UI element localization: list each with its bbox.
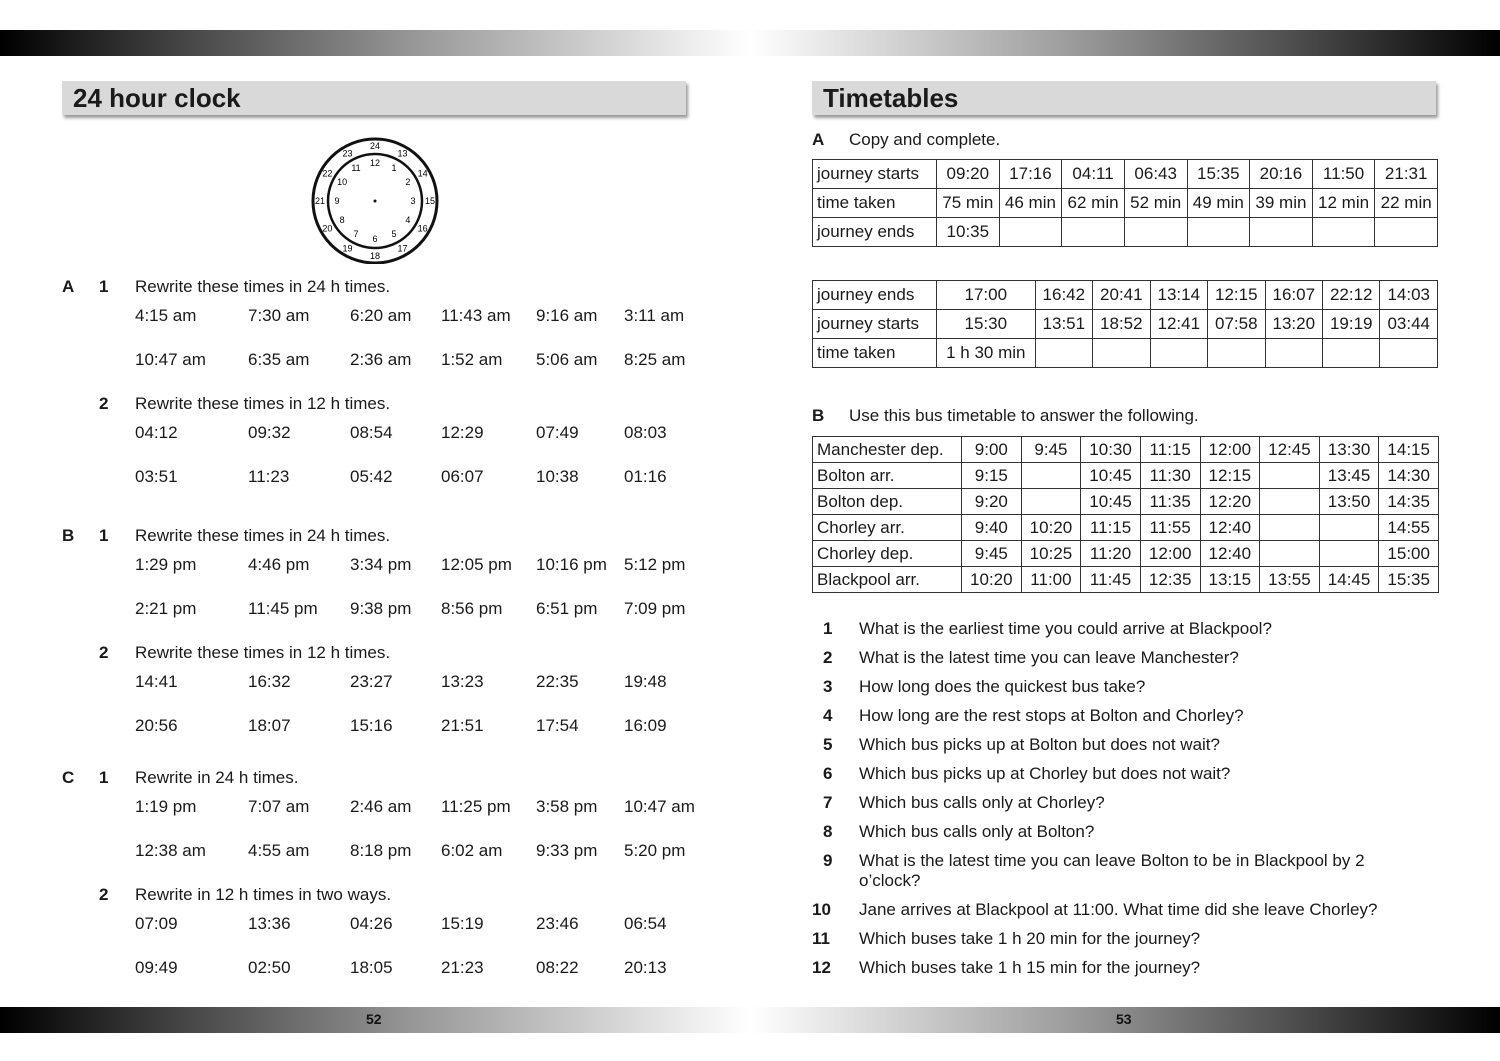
table-cell: 10:45: [1081, 463, 1141, 489]
table-row: [813, 310, 1438, 339]
time-value: 05:42: [350, 467, 393, 486]
time-value: 06:54: [624, 914, 667, 933]
table-cell: 11:15: [1140, 437, 1200, 463]
row-label: Bolton dep.: [813, 489, 962, 515]
time-value: 12:38 am: [135, 841, 206, 860]
table-cell: 04:11: [1062, 160, 1125, 189]
question-number: 3: [823, 677, 833, 696]
table-cell: 10:35: [937, 218, 1000, 247]
time-value: 21:51: [441, 716, 484, 735]
question-instruction: Rewrite in 12 h times in two ways.: [135, 885, 392, 904]
clock-inner-number: 4: [405, 215, 411, 225]
row-label: journey ends: [813, 281, 937, 310]
table-cell: 20:16: [1250, 160, 1313, 189]
table-cell: 10:30: [1081, 437, 1141, 463]
table-row: [813, 437, 1439, 463]
table-cell: 19:19: [1323, 310, 1380, 339]
table-cell: 9:20: [962, 489, 1022, 515]
time-value: 17:54: [536, 716, 579, 735]
time-value: 16:32: [248, 672, 291, 691]
table-row: [813, 515, 1439, 541]
time-value: 20:56: [135, 716, 178, 735]
table-cell: [1150, 339, 1207, 368]
table-cell: 49 min: [1187, 189, 1250, 218]
clock-inner-number: 9: [334, 196, 340, 206]
row-label: time taken: [813, 339, 937, 368]
time-value: 13:36: [248, 914, 291, 933]
time-value: 10:47 am: [135, 350, 206, 369]
question-text: What is the latest time you can leave Bolton to be in Blackpool by 2 o’clock?: [859, 851, 1365, 890]
table-cell: 9:45: [1021, 437, 1081, 463]
page-number-right: 53: [1116, 1011, 1132, 1027]
clock-inner-number: 10: [337, 177, 348, 187]
question-number: 5: [823, 735, 833, 754]
table-cell: [1062, 218, 1125, 247]
clock-outer-number: 23: [342, 148, 353, 159]
journey-table-1: [812, 159, 1438, 247]
table-cell: 11:20: [1081, 541, 1141, 567]
table-cell: 07:58: [1208, 310, 1265, 339]
time-value: 3:11 am: [624, 306, 685, 325]
clock-outer-number: 14: [417, 168, 428, 179]
time-value: 12:05 pm: [441, 555, 512, 574]
table-cell: [1312, 218, 1375, 247]
bottom-gradient-bar: [0, 1007, 1500, 1033]
section-letter: A: [62, 277, 75, 296]
page-title: 24 hour clock: [62, 81, 686, 115]
time-value: 3:58 pm: [536, 797, 598, 816]
table-cell: 75 min: [937, 189, 1000, 218]
time-value: 11:43 am: [441, 306, 511, 325]
table-cell: [1319, 541, 1379, 567]
table-cell: 12:00: [1140, 541, 1200, 567]
time-value: 11:25 pm: [441, 797, 511, 816]
table-row: [813, 541, 1439, 567]
time-value: 6:02 am: [441, 841, 503, 860]
row-label: Chorley arr.: [813, 515, 962, 541]
page-title: Timetables: [812, 81, 1436, 115]
clock-inner-number: 5: [391, 228, 397, 239]
question-number: 1: [99, 768, 109, 787]
table-cell: 10:45: [1081, 489, 1141, 515]
row-label: journey starts: [813, 310, 937, 339]
table-row: [813, 463, 1439, 489]
time-value: 07:49: [536, 423, 579, 442]
section-letter: A: [812, 130, 825, 149]
table-cell: 12:45: [1260, 437, 1320, 463]
time-value: 8:25 am: [624, 350, 686, 369]
table-cell: [1323, 339, 1380, 368]
time-value: 7:30 am: [248, 306, 310, 325]
clock-outer-number: 21: [314, 196, 326, 206]
question-instruction: Rewrite these times in 24 h times.: [135, 277, 391, 296]
table-cell: 11:45: [1081, 567, 1141, 593]
question-number: 6: [823, 764, 833, 783]
time-value: 9:38 pm: [350, 599, 412, 618]
table-cell: 15:35: [1379, 567, 1439, 593]
question-text: Which bus picks up at Chorley but does not wait?: [859, 764, 1231, 783]
table-cell: 1 h 30 min: [937, 339, 1036, 368]
question-number: 2: [99, 394, 109, 413]
time-value: 9:16 am: [536, 306, 598, 325]
question-number: 1: [823, 619, 833, 638]
question-number: 1: [99, 526, 109, 545]
table-cell: [1208, 339, 1265, 368]
time-value: 06:07: [441, 467, 484, 486]
time-value: 15:19: [441, 914, 484, 933]
table-cell: 13:15: [1200, 567, 1260, 593]
clock-inner-number: 7: [353, 228, 359, 239]
table-cell: [1319, 515, 1379, 541]
time-value: 18:05: [350, 958, 393, 977]
question-number: 4: [823, 706, 833, 725]
time-value: 16:09: [624, 716, 667, 735]
clock-outer-number: 20: [322, 223, 333, 234]
table-cell: [1021, 463, 1081, 489]
table-cell: 22:12: [1323, 281, 1380, 310]
table-cell: [1260, 541, 1320, 567]
table-row: [813, 189, 1438, 218]
time-value: 1:29 pm: [135, 555, 197, 574]
question-text: Which bus picks up at Bolton but does not wait?: [859, 735, 1220, 754]
table-cell: 13:55: [1260, 567, 1320, 593]
table-cell: 9:00: [962, 437, 1022, 463]
table-cell: 9:45: [962, 541, 1022, 567]
time-value: 4:15 am: [135, 306, 197, 325]
table-cell: 62 min: [1062, 189, 1125, 218]
table-cell: [1035, 339, 1092, 368]
time-value: 1:19 pm: [135, 797, 197, 816]
table-cell: [1021, 489, 1081, 515]
table-cell: 52 min: [1124, 189, 1187, 218]
clock-inner-number: 6: [372, 234, 378, 244]
question-text: Which buses take 1 h 20 min for the journey?: [859, 929, 1201, 948]
time-value: 08:03: [624, 423, 667, 442]
time-value: 23:46: [536, 914, 579, 933]
row-label: Blackpool arr.: [813, 567, 962, 593]
left-page: [62, 0, 695, 1000]
table-cell: 12:41: [1150, 310, 1207, 339]
time-value: 04:26: [350, 914, 393, 933]
table-cell: 14:30: [1379, 463, 1439, 489]
time-value: 5:12 pm: [624, 555, 686, 574]
time-value: 04:12: [135, 423, 178, 442]
table-cell: 12:00: [1200, 437, 1260, 463]
question-text: Which bus calls only at Chorley?: [859, 793, 1105, 812]
table-cell: [1124, 218, 1187, 247]
question-number: 7: [823, 793, 833, 812]
table-cell: 11:35: [1140, 489, 1200, 515]
time-value: 6:35 am: [248, 350, 310, 369]
section-letter: C: [62, 768, 75, 787]
table-cell: 18:52: [1093, 310, 1150, 339]
table-cell: 9:40: [962, 515, 1022, 541]
table-cell: 15:35: [1187, 160, 1250, 189]
time-value: 08:54: [350, 423, 393, 442]
time-value: 23:27: [350, 672, 393, 691]
time-value: 20:13: [624, 958, 667, 977]
time-value: 19:48: [624, 672, 667, 691]
table-cell: 14:35: [1379, 489, 1439, 515]
clock-face-icon: [310, 134, 440, 264]
table-cell: 13:30: [1319, 437, 1379, 463]
question-instruction: Rewrite in 24 h times.: [135, 768, 299, 787]
question-text: What is the earliest time you could arrive at Blackpool?: [859, 619, 1272, 638]
question-number: 8: [823, 822, 833, 841]
table-cell: 9:15: [962, 463, 1022, 489]
time-value: 11:45 pm: [248, 599, 318, 618]
question-text: What is the latest time you can leave Manchester?: [859, 648, 1239, 667]
question-number: 12: [812, 958, 831, 977]
clock-outer-number: 13: [397, 148, 408, 159]
row-label: Chorley dep.: [813, 541, 962, 567]
question-number: 1: [99, 277, 109, 296]
time-value: 07:09: [135, 914, 178, 933]
table-cell: 12:40: [1200, 541, 1260, 567]
table-row: [813, 567, 1439, 593]
page-number-left: 52: [366, 1011, 382, 1027]
table-cell: 22 min: [1375, 189, 1438, 218]
time-value: 09:49: [135, 958, 178, 977]
time-value: 18:07: [248, 716, 291, 735]
time-value: 4:55 am: [248, 841, 310, 860]
table-row: [813, 281, 1438, 310]
clock-outer-number: 24: [369, 141, 381, 151]
time-value: 01:16: [624, 467, 667, 486]
clock-inner-number: 2: [405, 177, 411, 187]
table-cell: 11:15: [1081, 515, 1141, 541]
time-value: 09:32: [248, 423, 291, 442]
row-label: time taken: [813, 189, 937, 218]
question-text: Which buses take 1 h 15 min for the journey?: [859, 958, 1201, 977]
question-text: How long are the rest stops at Bolton and Chorley?: [859, 706, 1244, 725]
section-instruction: Use this bus timetable to answer the following.: [849, 406, 1199, 425]
table-cell: [1093, 339, 1150, 368]
time-value: 15:16: [350, 716, 393, 735]
table-cell: 16:42: [1035, 281, 1092, 310]
table-cell: 10:20: [1021, 515, 1081, 541]
table-cell: 14:15: [1379, 437, 1439, 463]
table-cell: 09:20: [937, 160, 1000, 189]
table-cell: 03:44: [1380, 310, 1438, 339]
table-cell: [1250, 218, 1313, 247]
table-cell: 17:16: [999, 160, 1062, 189]
clock-inner-number: 12: [369, 158, 381, 168]
time-value: 7:07 am: [248, 797, 310, 816]
table-cell: 12:15: [1200, 463, 1260, 489]
table-cell: 12:20: [1200, 489, 1260, 515]
table-cell: 20:41: [1093, 281, 1150, 310]
time-value: 2:21 pm: [135, 599, 197, 618]
question-instruction: Rewrite these times in 24 h times.: [135, 526, 391, 545]
clock-inner-number: 3: [410, 196, 416, 206]
time-value: 13:23: [441, 672, 484, 691]
table-cell: [1260, 463, 1320, 489]
time-value: 6:51 pm: [536, 599, 598, 618]
section-letter: B: [812, 406, 825, 425]
clock-center: [374, 200, 377, 203]
question-instruction: Rewrite these times in 12 h times.: [135, 643, 391, 662]
clock-outer-number: 16: [417, 223, 428, 234]
table-cell: 12:15: [1208, 281, 1265, 310]
time-value: 3:34 pm: [350, 555, 412, 574]
time-value: 08:22: [536, 958, 579, 977]
time-value: 4:46 pm: [248, 555, 310, 574]
table-cell: [999, 218, 1062, 247]
table-cell: 13:51: [1035, 310, 1092, 339]
section-letter: B: [62, 526, 75, 545]
table-cell: 12:40: [1200, 515, 1260, 541]
table-cell: 10:25: [1021, 541, 1081, 567]
time-value: 8:56 pm: [441, 599, 503, 618]
time-value: 10:38: [536, 467, 579, 486]
table-cell: 16:07: [1265, 281, 1322, 310]
table-cell: 46 min: [999, 189, 1062, 218]
clock-inner-number: 8: [339, 215, 345, 225]
row-label: journey ends: [813, 218, 937, 247]
table-cell: [1260, 515, 1320, 541]
table-cell: 13:14: [1150, 281, 1207, 310]
time-value: 14:41: [135, 672, 178, 691]
table-cell: 11:00: [1021, 567, 1081, 593]
table-cell: 13:20: [1265, 310, 1322, 339]
question-text: How long does the quickest bus take?: [859, 677, 1146, 696]
time-value: 2:46 am: [350, 797, 412, 816]
question-number: 9: [823, 851, 833, 870]
table-cell: [1265, 339, 1322, 368]
question-number: 2: [99, 643, 109, 662]
time-value: 10:47 am: [624, 797, 695, 816]
table-cell: [1187, 218, 1250, 247]
time-value: 5:20 pm: [624, 841, 686, 860]
table-cell: 12:35: [1140, 567, 1200, 593]
table-cell: 14:03: [1380, 281, 1438, 310]
table-cell: 14:55: [1379, 515, 1439, 541]
table-cell: 10:20: [962, 567, 1022, 593]
question-instruction: Rewrite these times in 12 h times.: [135, 394, 391, 413]
time-value: 8:18 pm: [350, 841, 412, 860]
table-cell: 17:00: [937, 281, 1036, 310]
time-value: 6:20 am: [350, 306, 412, 325]
table-cell: 11:30: [1140, 463, 1200, 489]
table-row: [813, 489, 1439, 515]
time-value: 22:35: [536, 672, 579, 691]
table-cell: 12 min: [1312, 189, 1375, 218]
question-number: 10: [812, 900, 831, 919]
time-value: 5:06 am: [536, 350, 598, 369]
time-value: 03:51: [135, 467, 178, 486]
table-cell: [1260, 489, 1320, 515]
table-cell: 06:43: [1124, 160, 1187, 189]
clock-outer-number: 18: [369, 251, 381, 261]
question-number: 2: [823, 648, 833, 667]
time-value: 02:50: [248, 958, 291, 977]
row-label: Manchester dep.: [813, 437, 962, 463]
table-row: [813, 339, 1438, 368]
table-cell: [1375, 218, 1438, 247]
table-cell: 21:31: [1375, 160, 1438, 189]
table-row: [813, 160, 1438, 189]
table-cell: 11:55: [1140, 515, 1200, 541]
time-value: 12:29: [441, 423, 484, 442]
time-value: 21:23: [441, 958, 484, 977]
table-cell: 15:30: [937, 310, 1036, 339]
time-value: 11:23: [248, 467, 290, 486]
table-cell: 13:45: [1319, 463, 1379, 489]
row-label: journey starts: [813, 160, 937, 189]
question-number: 11: [812, 929, 830, 948]
journey-table-2: [812, 280, 1438, 368]
clock-outer-number: 22: [322, 168, 333, 179]
table-cell: 39 min: [1250, 189, 1313, 218]
time-value: 7:09 pm: [624, 599, 686, 618]
clock-inner-number: 1: [391, 163, 397, 174]
clock-outer-number: 15: [424, 196, 436, 206]
time-value: 9:33 pm: [536, 841, 598, 860]
row-label: Bolton arr.: [813, 463, 962, 489]
time-value: 2:36 am: [350, 350, 412, 369]
table-cell: 14:45: [1319, 567, 1379, 593]
table-row: [813, 218, 1438, 247]
clock-outer-number: 17: [397, 243, 408, 254]
time-value: 1:52 am: [441, 350, 503, 369]
question-number: 2: [99, 885, 109, 904]
right-page: [812, 0, 1440, 1000]
question-text: Jane arrives at Blackpool at 11:00. What time did she leave Chorley?: [859, 900, 1378, 919]
time-value: 10:16 pm: [536, 555, 607, 574]
clock-outer-number: 19: [342, 243, 353, 254]
clock-inner-number: 11: [351, 163, 361, 174]
table-cell: 15:00: [1379, 541, 1439, 567]
question-text: Which bus calls only at Bolton?: [859, 822, 1095, 841]
table-cell: 13:50: [1319, 489, 1379, 515]
section-instruction: Copy and complete.: [849, 130, 1001, 149]
bus-timetable: [812, 436, 1439, 593]
table-cell: 11:50: [1312, 160, 1375, 189]
table-cell: [1380, 339, 1438, 368]
